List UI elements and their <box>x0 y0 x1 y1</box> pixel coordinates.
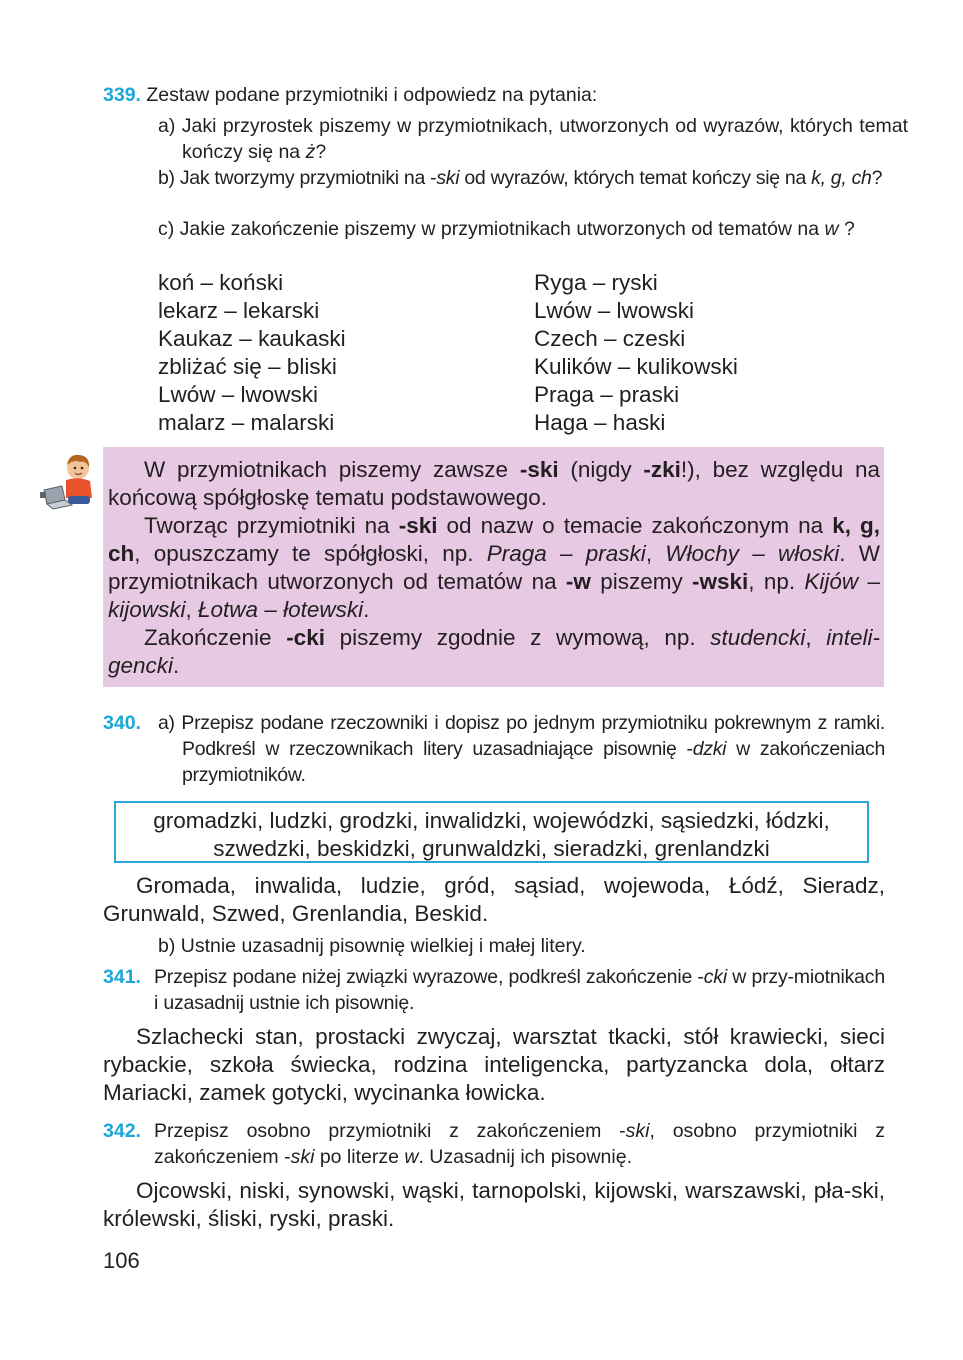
exercise-number: 339. <box>103 84 141 106</box>
exercise-number: 341. <box>103 966 141 988</box>
phrases-text: Szlachecki stan, prostacki zwyczaj, warsztat tkacki, stół krawiecki, sieci rybackie, szkoła świecka, rodzina inteligencka, partyzancka dola, ołtarz Mariacki, zamek gotycki, wycinanka łowicka. <box>103 1024 885 1105</box>
word-pair: Haga – haski <box>534 410 666 435</box>
exercise-341-task <box>103 964 885 1016</box>
task-text: Przepisz podane niżej związki wyrazowe, podkreśl zakończenie -cki w przy-miotnikach i uzasadnij ustnie ich pisownię. <box>154 966 886 1014</box>
rule-paragraph: Zakończenie -cki piszemy zgodnie z wymową, np. studencki, inteli-gencki. <box>108 625 880 678</box>
adjective-frame <box>114 801 869 863</box>
boy-with-laptop-icon <box>38 450 100 512</box>
page-number: 106 <box>103 1248 140 1273</box>
adjectives-text: Ojcowski, niski, synowski, wąski, tarnopolski, kijowski, warszawski, pła-ski, królewski, śliski, ryski, praski. <box>103 1178 885 1231</box>
task-text: Zestaw podane przymiotniki i odpowiedz na pytania: <box>146 84 598 106</box>
rule-paragraph: W przymiotnikach piszemy zawsze -ski (nigdy -zki!), bez względu na końcową spółgłoskę tematu podstawowego. <box>108 457 880 510</box>
task-text: a) Przepisz podane rzeczowniki i dopisz po jednym przymiotniku pokrewnym z ramki. Podkreśl w rzeczownikach litery uzasadniające pisownię -dzki w zakończeniach przymiotników. <box>158 712 885 786</box>
question-b-340: b) Ustnie uzasadnij pisownię wielkiej i małej litery. <box>158 935 586 957</box>
word-pair: malarz – malarski <box>158 410 335 435</box>
rule-text <box>108 456 880 680</box>
exercise-339-task <box>103 82 885 108</box>
word-pair: lekarz – lekarski <box>158 298 320 323</box>
word-pair: zbliżać się – bliski <box>158 354 337 379</box>
frame-line: szwedzki, beskidzki, grunwaldzki, sieradzki, grenlandzki <box>213 836 770 861</box>
exercise-number: 342. <box>103 1120 141 1142</box>
word-pair: Lwów – lwowski <box>158 382 319 407</box>
question-b: b) Jak tworzymy przymiotniki na -ski od wyrazów, których temat kończy się na k, g, ch? <box>158 167 883 189</box>
task-text: Przepisz osobno przymiotniki z zakończeniem -ski, osobno przymiotniki z zakończeniem -ski po literze w. Uzasadnij ich pisownię. <box>154 1120 885 1168</box>
word-pair: Kaukaz – kaukaski <box>158 326 346 351</box>
exercise-340-task <box>103 710 885 788</box>
question-a: a) Jaki przyrostek piszemy w przymiotnikach, utworzonych od wyrazów, których temat kończy się na ż? <box>158 115 908 163</box>
exercise-342-task <box>103 1118 885 1170</box>
word-pair: Kulików – kulikowski <box>534 354 738 379</box>
question-c: c) Jakie zakończenie piszemy w przymiotnikach utworzonych od tematów na w ? <box>158 218 855 240</box>
word-pair: Lwów – lwowski <box>534 298 695 323</box>
word-pair: Ryga – ryski <box>534 270 658 295</box>
frame-line: gromadzki, ludzki, grodzki, inwalidzki, wojewódzki, sąsiedzki, łódzki, <box>153 808 830 833</box>
word-pair: Czech – czeski <box>534 326 686 351</box>
rule-paragraph: Tworząc przymiotniki na -ski od nazw o temacie zakończonym na k, g, ch, opuszczamy te spółgłoski, np. Praga – praski, Włochy – włoski. W przymiotnikach utworzonych od tematów na -w piszemy -wski, np. Kijów – kijowski, Łotwa – łotewski. <box>108 513 881 622</box>
word-pair: Praga – praski <box>534 382 680 407</box>
nouns-text: Gromada, inwalida, ludzie, gród, sąsiad, wojewoda, Łódź, Sieradz, Grunwald, Szwed, Grenlandia, Beskid. <box>103 873 885 926</box>
word-pair: koń – koński <box>158 270 284 295</box>
exercise-number: 340. <box>103 712 141 734</box>
